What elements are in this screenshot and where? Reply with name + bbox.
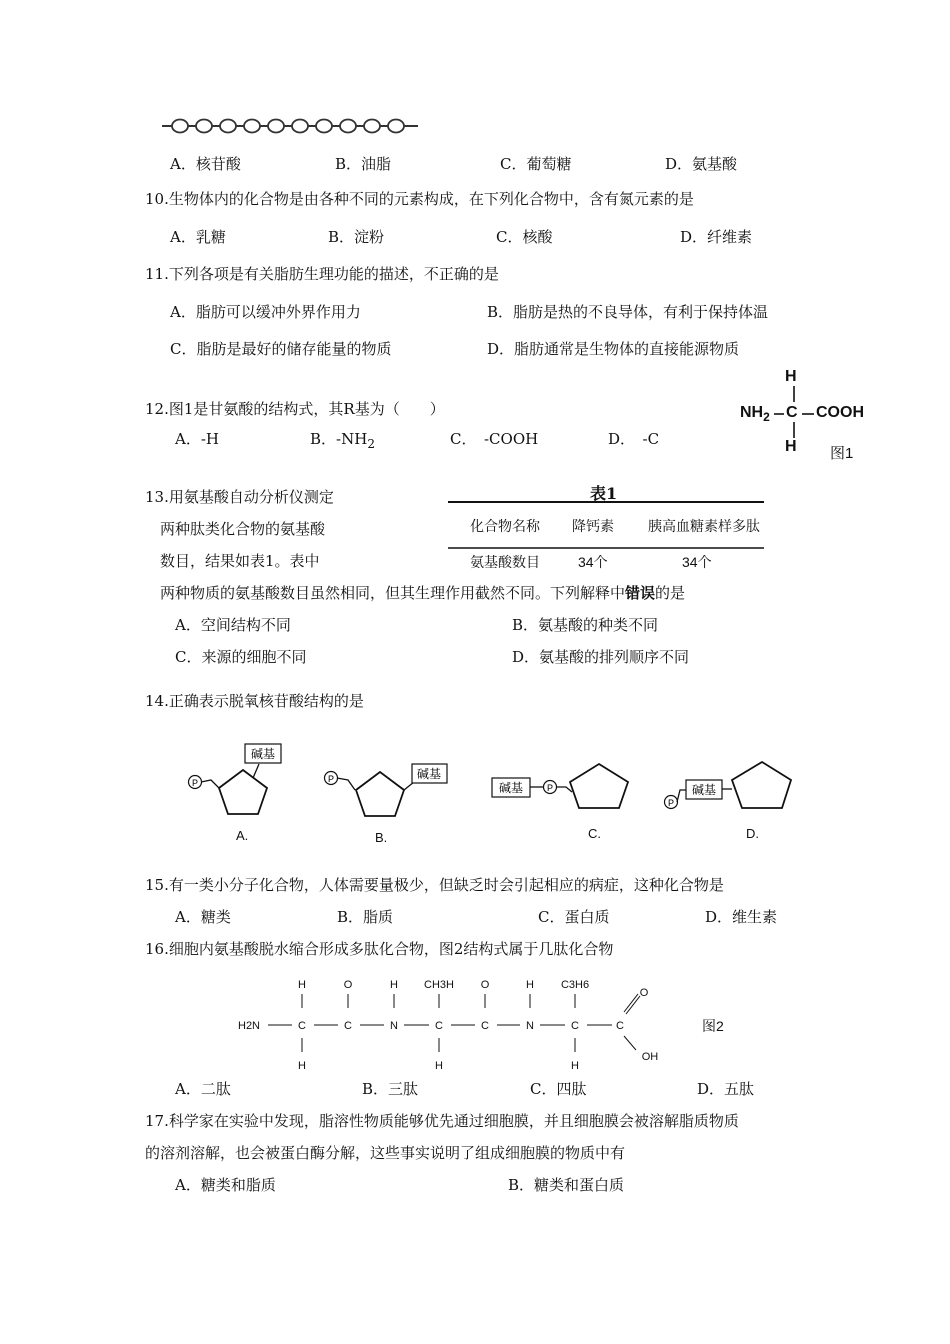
q14-figure-d-base: 碱基 — [691, 783, 717, 797]
q17-stem-line2: 的溶剂溶解，也会被蛋白酶分解，这些事实说明了组成细胞膜的物质中有 — [145, 1144, 626, 1162]
q13-stem-line2: 两种肽类化合物的氨基酸 — [160, 520, 326, 538]
q13-stem-line1: 13.用氨基酸自动分析仪测定 — [145, 488, 334, 506]
q14-figure-a[interactable] — [185, 740, 290, 830]
fig2-h2n: H2N — [238, 1020, 261, 1032]
q13-stem-cont — [160, 582, 685, 603]
q12-stem: 12.图1是甘氨酸的结构式，其R基为（ ） — [145, 400, 445, 418]
fig2-o-3: O — [639, 987, 649, 999]
q9-option-d[interactable]: D．氨基酸 — [665, 155, 738, 173]
fig2-h-6: H — [571, 1060, 579, 1072]
fig2-ch3h: CH3H — [424, 979, 454, 991]
q14-figure-c[interactable] — [490, 760, 640, 820]
table1-header-calcitonin: 降钙素 — [572, 518, 614, 534]
q13-option-d[interactable]: D．氨基酸的排列顺序不同 — [512, 648, 690, 666]
fig1-cooh: COOH — [816, 404, 864, 421]
bead-chain-figure — [160, 112, 422, 140]
table1-value-glp: 34个 — [682, 554, 712, 570]
q11-option-b[interactable]: B．脂肪是热的不良导体，有利于保持体温 — [487, 303, 769, 321]
q12-option-a[interactable]: A．-H — [175, 430, 219, 448]
q13-stem-line3: 数目，结果如表1。表中 — [160, 552, 320, 570]
q12-option-b[interactable] — [310, 428, 375, 451]
q9-option-a[interactable]: A．核苷酸 — [170, 155, 241, 173]
q10-option-a[interactable]: A．乳糖 — [170, 228, 226, 246]
q12-option-d[interactable]: D． -C — [608, 430, 660, 448]
q13-option-c[interactable]: C．来源的细胞不同 — [175, 648, 307, 666]
fig2-oh: OH — [641, 1051, 659, 1063]
q13-option-b[interactable]: B．氨基酸的种类不同 — [512, 616, 659, 634]
q17-option-b[interactable]: B．糖类和蛋白质 — [508, 1176, 625, 1194]
q10-stem: 10.生物体内的化合物是由各种不同的元素构成，在下列化合物中，含有氮元素的是 — [145, 190, 694, 208]
fig1-nh2-sub: 2 — [763, 410, 770, 425]
q11-option-c[interactable]: C．脂肪是最好的储存能量的物质 — [170, 340, 392, 358]
q14-figure-a-base: 碱基 — [250, 747, 276, 761]
table1-title: 表1 — [590, 484, 618, 503]
fig2-h-2: H — [390, 979, 398, 991]
q14-option-d[interactable]: D. — [746, 826, 759, 841]
fig2-h-1: H — [298, 979, 306, 991]
fig2-c-1: C — [298, 1020, 306, 1032]
fig1-h-bottom: H — [785, 438, 797, 455]
q14-stem: 14.正确表示脱氧核苷酸结构的是 — [145, 692, 364, 710]
q11-stem: 11.下列各项是有关脂肪生理功能的描述，不正确的是 — [145, 265, 499, 283]
q15-option-b[interactable]: B．脂质 — [337, 908, 394, 926]
fig1-label: 图1 — [830, 445, 854, 462]
fig2-peptide — [232, 972, 672, 1076]
table1-row-label: 氨基酸数目 — [470, 554, 540, 570]
q10-option-b[interactable]: B．淀粉 — [328, 228, 385, 246]
q13-stem-end: 的是 — [655, 584, 686, 602]
fig2-n-2: N — [526, 1020, 534, 1032]
q14-figure-b[interactable] — [322, 760, 450, 830]
fig2-c-2: C — [344, 1020, 352, 1032]
q16-option-d[interactable]: D．五肽 — [697, 1080, 755, 1098]
fig1-h-top: H — [785, 368, 797, 385]
q10-option-d[interactable]: D．纤维素 — [680, 228, 753, 246]
q16-option-b[interactable]: B．三肽 — [362, 1080, 419, 1098]
q17-option-a[interactable]: A．糖类和脂质 — [175, 1176, 276, 1194]
q13-stem-bold: 错误 — [625, 585, 656, 602]
q14-figure-b-phosphate: P — [327, 774, 335, 784]
q14-option-a[interactable]: A. — [236, 828, 249, 843]
q9-option-c[interactable]: C．葡萄糖 — [500, 155, 572, 173]
fig1-nh2 — [740, 404, 770, 424]
q14-figure-d[interactable] — [662, 758, 820, 820]
q15-option-c[interactable]: C．蛋白质 — [538, 908, 610, 926]
q10-option-c[interactable]: C．核酸 — [496, 228, 553, 246]
fig2-c3h6: C3H6 — [560, 979, 590, 991]
fig1-nh2-text: NH — [740, 404, 764, 421]
q11-option-d[interactable]: D．脂肪通常是生物体的直接能源物质 — [487, 340, 740, 358]
table1-header-glp: 胰高血糖素样多肽 — [648, 518, 760, 534]
q11-option-a[interactable]: A．脂肪可以缓冲外界作用力 — [170, 303, 361, 321]
q14-option-c[interactable]: C. — [588, 826, 601, 841]
fig1-carbon: C — [786, 404, 798, 421]
q15-stem: 15.有一类小分子化合物，人体需要量极少，但缺乏时会引起相应的病症，这种化合物是 — [145, 876, 724, 894]
q15-option-a[interactable]: A．糖类 — [175, 908, 231, 926]
q13-option-a[interactable]: A．空间结构不同 — [175, 616, 291, 634]
fig2-c-3: C — [435, 1020, 443, 1032]
q12-option-b-sub: 2 — [367, 437, 375, 451]
fig2-c-5: C — [571, 1020, 579, 1032]
q13-stem-cont-text: 两种物质的氨基酸数目虽然相同，但其生理作用截然不同。下列解释中 — [160, 584, 626, 602]
q16-option-c[interactable]: C．四肽 — [530, 1080, 587, 1098]
q14-figure-b-base: 碱基 — [416, 767, 442, 781]
q14-figure-c-base: 碱基 — [498, 781, 524, 795]
fig2-h-5: H — [435, 1060, 443, 1072]
fig2-c-6: C — [616, 1020, 624, 1032]
fig2-o-2: O — [480, 979, 490, 991]
fig2-o-1: O — [343, 979, 353, 991]
fig2-h-3: H — [526, 979, 534, 991]
q12-option-c[interactable]: C． -COOH — [450, 430, 539, 448]
table1-value-calcitonin: 34个 — [578, 554, 608, 570]
q17-stem-line1: 17.科学家在实验中发现，脂溶性物质能够优先通过细胞膜，并且细胞膜会被溶解脂质物质 — [145, 1112, 739, 1130]
q16-stem: 16.细胞内氨基酸脱水缩合形成多肽化合物，图2结构式属于几肽化合物 — [145, 940, 614, 958]
q14-figure-d-phosphate: P — [667, 798, 675, 808]
q9-option-b[interactable]: B．油脂 — [335, 155, 392, 173]
fig2-label: 图2 — [702, 1018, 724, 1034]
fig2-c-4: C — [481, 1020, 489, 1032]
q15-option-d[interactable]: D．维生素 — [705, 908, 778, 926]
q14-figure-a-phosphate: P — [191, 778, 199, 788]
fig2-n-1: N — [390, 1020, 398, 1032]
q12-option-b-text: B．-NH — [310, 430, 368, 448]
fig2-h-4: H — [298, 1060, 306, 1072]
table1-header-name: 化合物名称 — [470, 518, 540, 534]
q14-figure-c-phosphate: P — [546, 783, 554, 793]
q16-option-a[interactable]: A．二肽 — [175, 1080, 231, 1098]
q14-option-b[interactable]: B. — [375, 830, 388, 845]
